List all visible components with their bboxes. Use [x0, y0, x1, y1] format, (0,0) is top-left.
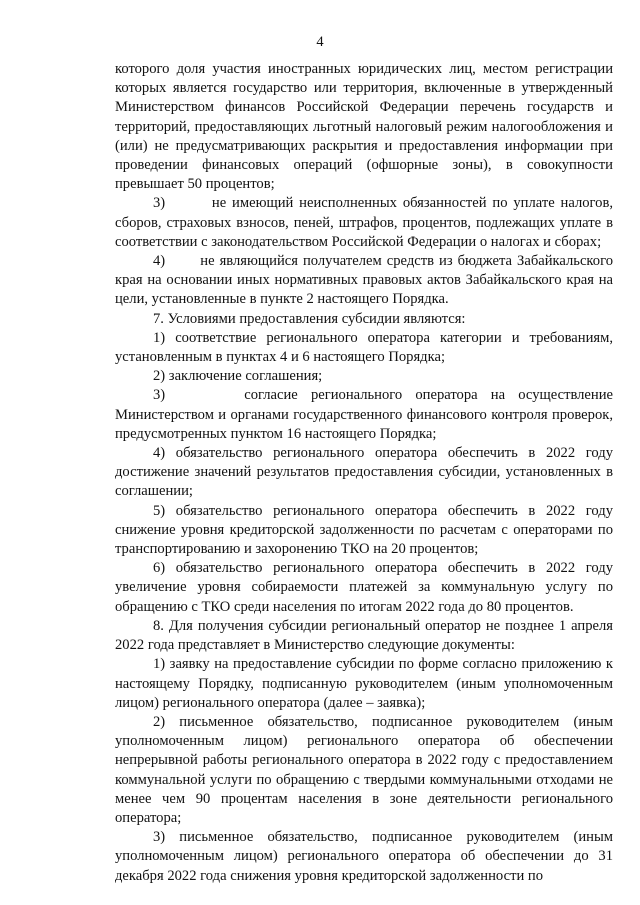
paragraph-document-1: 1) заявку на предоставление субсидии по форме согласно приложению к настоящему Порядку, подписанную руководителем (иным уполномоченным лицом) регионального оператора (далее – заявка); [115, 656, 613, 711]
paragraph-continuation: которого доля участия иностранных юридических лиц, местом регистрации которых является государство или территория, включенные в утвержденный Министерством финансов Российской Федерации перечень государств и территорий, предоставляющих льготный налоговый режим налогообложения и (или) не предусматривающих раскрытия и предоставления информации при проведении финансовых операций (офшорные зоны), в совокупности превышает 50 процентов; [115, 61, 613, 193]
paragraph-condition-3: 3) согласие регионального оператора на осуществление Министерством и органами государственного финансового контроля проверок, предусмотренных пунктом 16 настоящего Порядка; [115, 387, 613, 442]
paragraph-clause-8: 8. Для получения субсидии региональный оператор не позднее 1 апреля 2022 года представляет в Министерство следующие документы: [115, 617, 613, 654]
paragraph-document-3: 3) письменное обязательство, подписанное руководителем (иным уполномоченным лицом) регионального оператора об обеспечении до 31 декабря 2022 года снижения уровня кредиторской задолженности по [115, 829, 613, 884]
paragraph-condition-5: 5) обязательство регионального оператора обеспечить в 2022 году снижение уровня кредиторской задолженности по расчетам с операторами по транспортированию и захоронению ТКО на 20 процентов; [115, 502, 613, 558]
paragraph-clause-7: 7. Условиями предоставления субсидии являются: [153, 310, 466, 327]
paragraph-condition-1: 1) соответствие регионального оператора категории и требованиям, установленным в пунктах 4 и 6 настоящего Порядка; [115, 329, 613, 366]
paragraph-document-2: 2) письменное обязательство, подписанное руководителем (иным уполномоченным лицом) регионального оператора об обеспечении непрерывной работы регионального оператора в 2022 году с предоставлением коммунальной услуги по обращению с твердыми коммунальными отходами не менее чем 90 процентам населения в зоне деятельности регионального оператора; [115, 713, 613, 826]
paragraph-condition-6: 6) обязательство регионального оператора обеспечить в 2022 году увеличение уровня собираемости платежей за коммунальную услугу по обращению с ТКО среди населения по итогам 2022 года до 80 процентов. [115, 560, 613, 615]
paragraph-item-4: 4) не являющийся получателем средств из бюджета Забайкальского края на основании иных нормативных правовых актов Забайкальского края на цели, установленные в пункте 2 настоящего Порядка. [115, 253, 613, 308]
document-body [115, 60, 613, 886]
paragraph-condition-2: 2) заключение соглашения; [153, 368, 323, 385]
paragraph-condition-4: 4) обязательство регионального оператора обеспечить в 2022 году достижение значений результатов предоставления субсидии, установленных в соглашении; [115, 445, 613, 500]
paragraph-item-3: 3) не имеющий неисполненных обязанностей по уплате налогов, сборов, страховых взносов, пеней, штрафов, процентов, подлежащих уплате в соответствии с законодательством Российской Федерации о налогах и сборах; [115, 195, 613, 250]
page-number: 4 [316, 34, 324, 50]
